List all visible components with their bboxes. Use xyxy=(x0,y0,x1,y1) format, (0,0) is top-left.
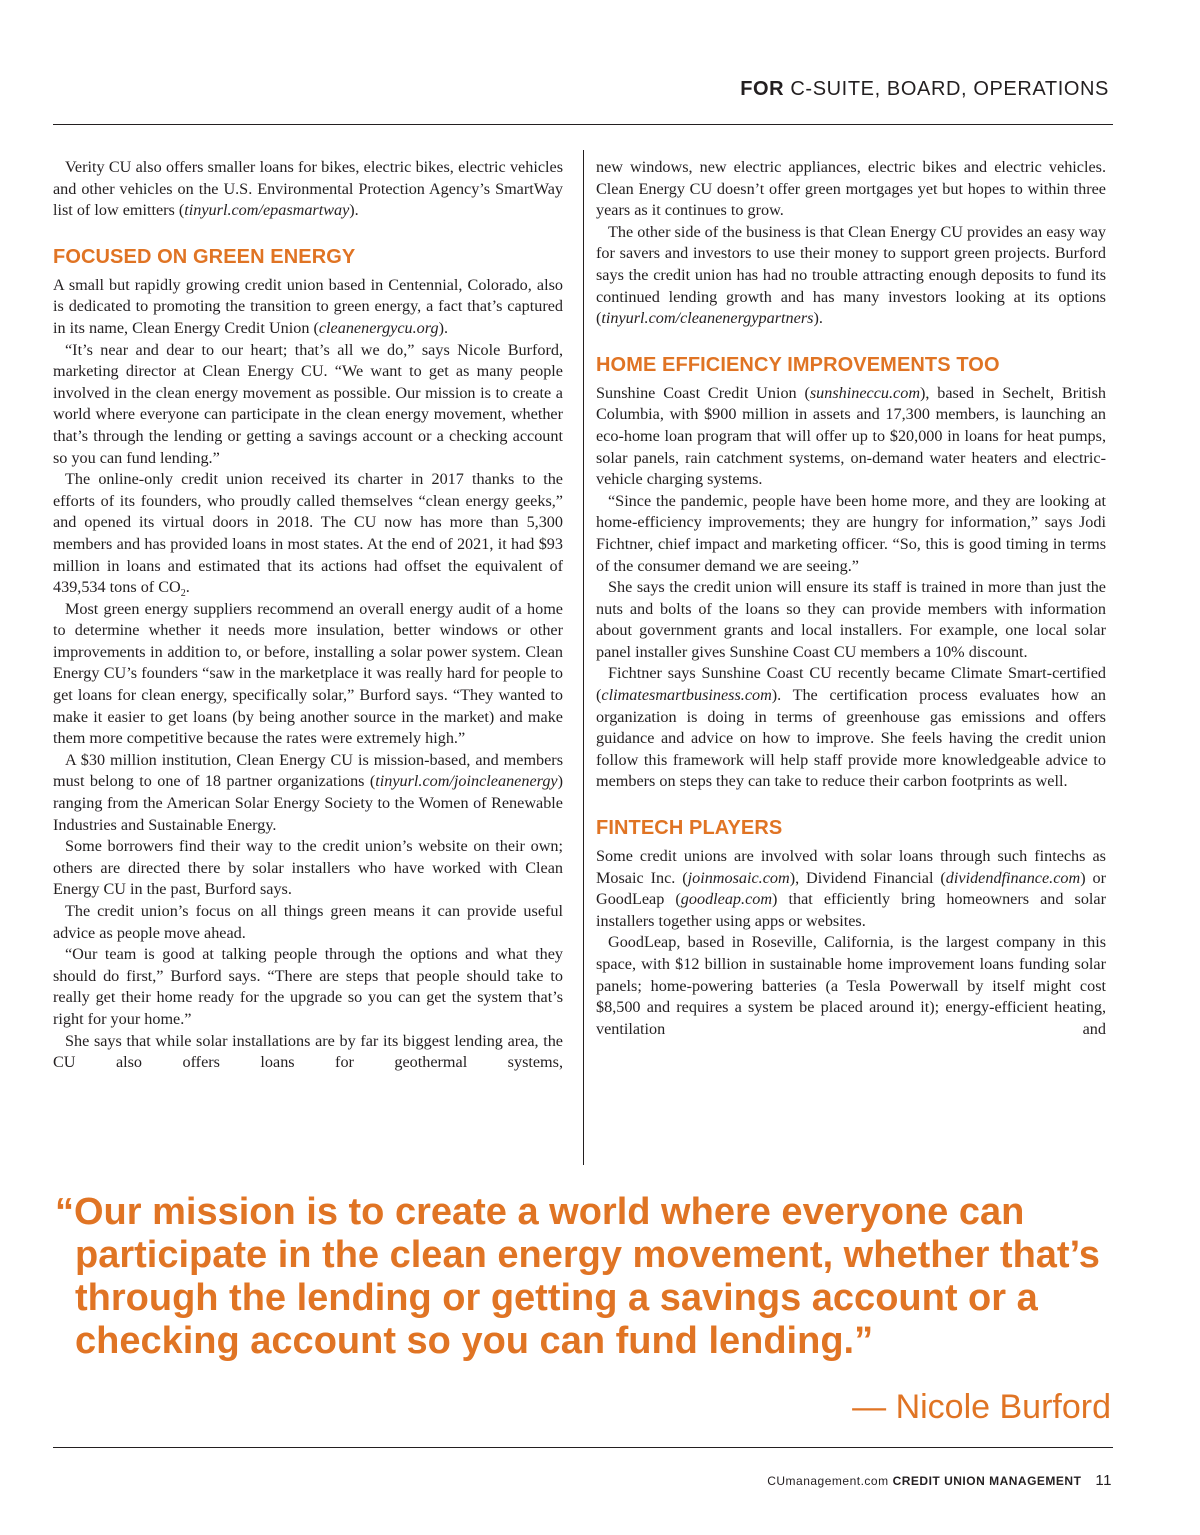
column-divider xyxy=(583,150,584,1165)
subscript-2: 2 xyxy=(180,588,186,600)
page-number: 11 xyxy=(1095,1472,1112,1489)
intro-paragraph: Verity CU also offers smaller loans for bikes, electric bikes, electric vehicles and other vehicles on the U.S. Environmental Protection Agency’s SmartWay list of low emitters (tinyurl.com/epasmartway). xyxy=(53,158,563,220)
paragraph: “Our team is good at talking people through the options and what they should do first,” Burford says. “There are steps that people should take to really get their home ready for the upgrade so you can get the system that’s right for your home.” xyxy=(53,945,563,1028)
paragraph: The other side of the business is that Clean Energy CU provides an easy way for savers and investors to use their money to support green projects. Burford says the credit union has had no trouble attracting enough deposits to fund its continued lending growth and has many investors looking at its options (tinyurl.com/cleanenergypartners). xyxy=(596,222,1106,328)
link-joincleanenergy[interactable]: tinyurl.com/joincleanenergy xyxy=(375,772,558,791)
link-epasmartway[interactable]: tinyurl.com/epasmartway xyxy=(184,201,350,220)
footer-site[interactable]: CUmanagement.com xyxy=(767,1474,889,1488)
page-footer xyxy=(767,1472,1112,1489)
header-divider xyxy=(53,124,1113,125)
left-column xyxy=(53,157,563,1074)
paragraph: Sunshine Coast Credit Union (sunshineccu.com), based in Sechelt, British Columbia, with $900 million in assets and 17,300 members, is launching an eco-home loan program that will offer up to $20,000 in loans for heat pumps, solar panels, rain catchment systems, on-demand water heaters and electric-vehicle charging systems. xyxy=(596,383,1106,489)
pull-quote-attribution: — Nicole Burford xyxy=(852,1388,1111,1426)
link-climatesmartbusiness[interactable]: climatesmartbusiness.com xyxy=(601,686,772,705)
link-goodleap[interactable]: goodleap.com xyxy=(680,890,773,909)
paragraph: Some borrowers find their way to the credit union’s website on their own; others are directed there by solar installers who have worked with Clean Energy CU in the past, Burford says. xyxy=(53,837,563,899)
heading-focused-on-green-energy: FOCUSED ON GREEN ENERGY xyxy=(53,245,356,268)
link-cleanenergypartners[interactable]: tinyurl.com/cleanenergypartners xyxy=(601,309,814,328)
paragraph: Fichtner says Sunshine Coast CU recently became Climate Smart-certified (climatesmartbusiness.com). The certification process evaluates how an organization is doing in terms of greenhouse gas emissions and offers guidance and advice on how to improve. She feels having the credit union follow this framework will help staff provide more knowledgeable advice to members on steps they can take to reduce their carbon footprints as well. xyxy=(596,664,1106,791)
paragraph: GoodLeap, based in Roseville, California, is the largest company in this space, with $12 billion in sustainable home improvement loans funding solar panels; home-powering batteries (a Tesla Powerwall by itself might cost $8,500 and requires a system be placed around it); energy-efficient heating, ventilation and xyxy=(596,933,1106,1038)
right-column xyxy=(596,157,1106,1040)
paragraph: Some credit unions are involved with solar loans through such fintechs as Mosaic Inc. (joinmosaic.com), Dividend Financial (dividendfinance.com) or GoodLeap (goodleap.com) that efficiently bring homeowners and solar installers together using apps or websites. xyxy=(596,847,1107,930)
heading-fintech-players: FINTECH PLAYERS xyxy=(596,817,783,840)
paragraph: A $30 million institution, Clean Energy CU is mission-based, and members must belong to one of 18 partner organizations (tinyurl.com/joincleanenergy) ranging from the American Solar Energy Society to the Women of Renewable Industries and Sustainable Energy. xyxy=(53,750,563,834)
link-sunshineccu[interactable]: sunshineccu.com xyxy=(809,383,921,402)
link-dividendfinance[interactable]: dividendfinance.com xyxy=(945,868,1081,887)
footer-divider xyxy=(53,1447,1113,1448)
link-cleanenergycu[interactable]: cleanenergycu.org xyxy=(318,318,439,337)
paragraph: She says that while solar installations are by far its biggest lending area, the CU also offers loans for geothermal systems, xyxy=(53,1031,563,1072)
paragraph: “Since the pandemic, people have been home more, and they are looking at home-efficiency improvements; they are hungry for information,” says Jodi Fichtner, chief impact and marketing officer. “So, this is good timing in terms of the consumer demand we are seeing.” xyxy=(596,491,1106,575)
section-label-rest: C-SUITE, BOARD, OPERATIONS xyxy=(790,78,1109,100)
link-joinmosaic[interactable]: joinmosaic.com xyxy=(687,868,790,887)
paragraph: “It’s near and dear to our heart; that’s all we do,” says Nicole Burford, marketing director at Clean Energy CU. “We want to get as many people involved in the clean energy movement as possible. Our mission is to create a world where everyone can participate in the clean energy movement, whether that’s through the lending or getting a savings account or a checking account so you can fund lending.” xyxy=(53,340,563,467)
paragraph: A small but rapidly growing credit union based in Centennial, Colorado, also is dedicated to promoting the transition to green energy, a fact that’s captured in its name, Clean Energy Credit Union (cleanenergycu.org). xyxy=(53,275,563,337)
section-label-bold: FOR xyxy=(740,78,785,100)
paragraph: The credit union’s focus on all things green means it can provide useful advice as people move ahead. xyxy=(53,902,563,942)
footer-publication: CREDIT UNION MANAGEMENT xyxy=(892,1474,1082,1488)
paragraph: She says the credit union will ensure its staff is trained in more than just the nuts and bolts of the loans so they can provide members with information about government grants and local installers. For example, one local solar panel installer gives Sunshine Coast CU members a 10% discount. xyxy=(596,578,1106,661)
paragraph: Most green energy suppliers recommend an overall energy audit of a home to determine whether it needs more insulation, better windows or other improvements in addition to, or before, installing a solar power system. Clean Energy CU’s founders “saw in the marketplace it was really hard for people to get loans for clean energy, specifically solar,” Burford says. “They wanted to make it easier to get loans (by being another source in the market) and make them more competitive because the rates were extremely high.” xyxy=(53,599,563,748)
heading-home-efficiency: HOME EFFICIENCY IMPROVEMENTS TOO xyxy=(596,353,1000,376)
paragraph: The online-only credit union received its charter in 2017 thanks to the efforts of its founders, who proudly called themselves “clean energy geeks,” and opened its virtual doors in 2018. The CU now has more than 5,300 members and has provided loans in most states. At the end of 2021, it had $93 million in loans and estimated that its actions had offset the equivalent of 439,534 tons of $CO_2$. xyxy=(53,470,563,600)
pull-quote: “Our mission is to create a world where everyone can participate in the clean energy movement, whether that’s through the lending or getting a savings account or a checking account so you can fund lending.” xyxy=(55,1191,1100,1362)
paragraph: new windows, new electric appliances, electric bikes and electric vehicles. Clean Energy CU doesn’t offer green mortgages yet but hopes to within three years as it continues to grow. xyxy=(596,158,1106,220)
section-label xyxy=(740,78,1109,101)
